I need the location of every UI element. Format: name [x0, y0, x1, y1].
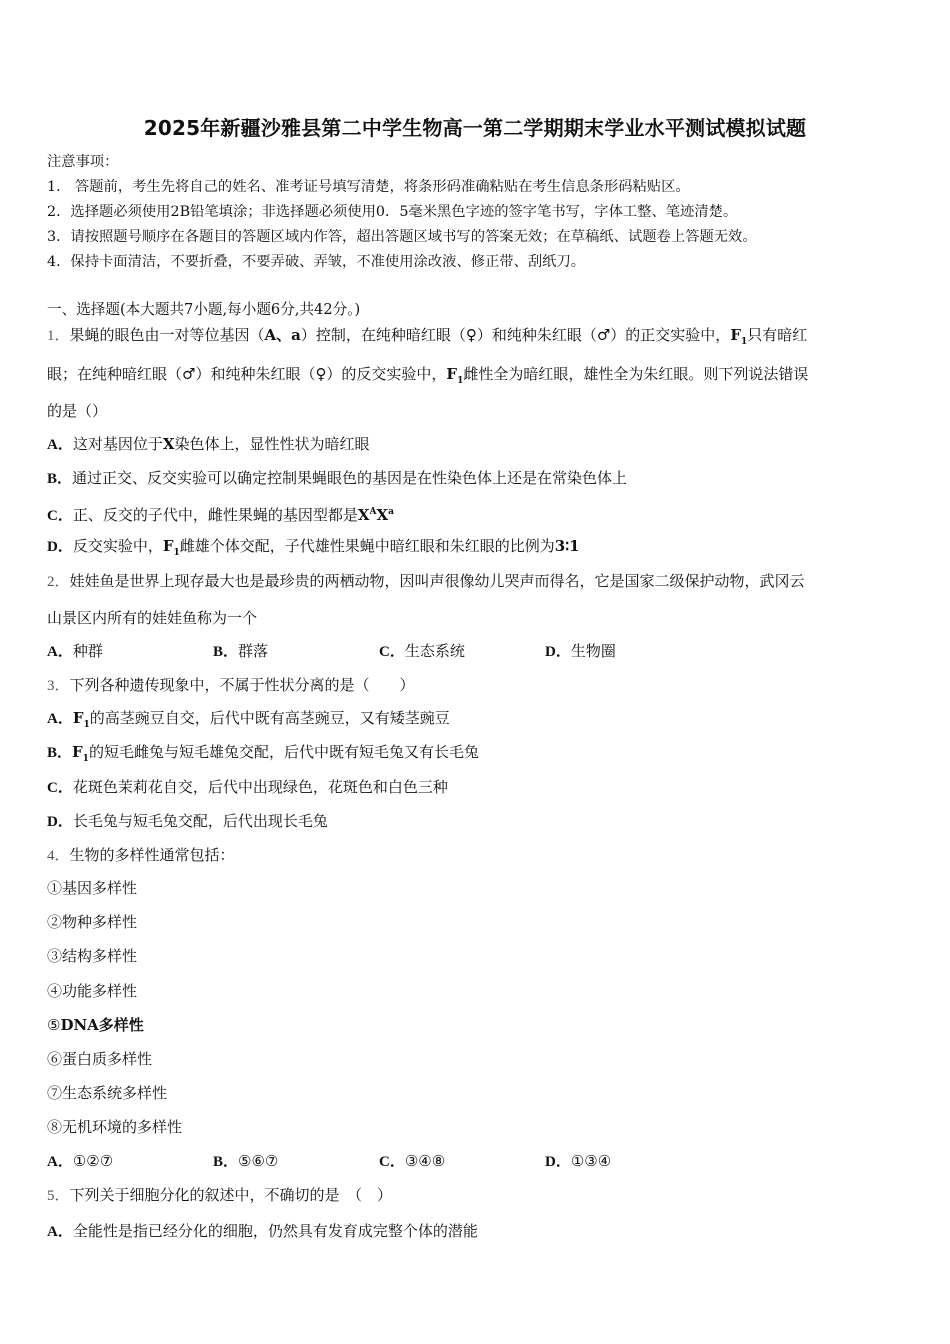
list-item [47, 1117, 907, 1137]
option-text: 雌雄个体交配，子代雄性果蝇中暗红眼和朱红眼的比例为 [179, 537, 555, 555]
option-label: D． [545, 1154, 571, 1170]
notice-item: 2．选择题必须使用2B铅笔填涂；非选择题必须使用0．5毫米黑色字迹的签字笔书写，字体工整、笔迹清楚。 [47, 204, 738, 220]
chromosome-symbol: X [162, 435, 175, 453]
option-label: A． [47, 1154, 73, 1170]
item-text: 生态系统多样性 [62, 1084, 168, 1102]
list-item [47, 1083, 907, 1103]
option-text: 的短毛雌兔与短毛雄兔交配，后代中既有短毛兔又有长毛兔 [88, 743, 479, 761]
option-text: ③④⑧ [404, 1152, 446, 1170]
option-text: 染色体上，显性性状为暗红眼 [174, 435, 370, 453]
option-text: ⑤⑥⑦ [238, 1152, 279, 1170]
f1-symbol: F [162, 537, 174, 555]
option-text: 生物圈 [570, 642, 616, 660]
question-number: 1． [47, 328, 70, 344]
question-text: 眼；在纯种暗红眼（♂）和纯种朱红眼（♀）的反交实验中， [47, 365, 447, 383]
question-4-options [47, 1151, 907, 1172]
item-marker: ⑤ [47, 1016, 61, 1034]
option-label: C． [379, 644, 405, 660]
genotype-allele: A [369, 507, 377, 517]
option-label: A． [47, 437, 73, 453]
f1-subscript: 1 [457, 376, 464, 386]
question-3-option-a [47, 708, 907, 735]
question-3-option-c [47, 777, 907, 798]
question-5-stem [47, 1185, 907, 1206]
question-3-option-b [47, 742, 907, 769]
option-text: 群落 [238, 642, 269, 660]
option-text: 长毛兔与短毛兔交配，后代出现长毛兔 [72, 812, 328, 830]
item-text: 功能多样性 [62, 982, 138, 1000]
option-label: B． [213, 1154, 239, 1170]
option-text: ①③④ [570, 1152, 612, 1170]
option-label: D． [47, 539, 73, 555]
f1-subscript: 1 [173, 548, 180, 558]
question-2-options [47, 641, 907, 662]
option-label: A． [47, 1224, 73, 1240]
question-4-stem [47, 845, 907, 866]
list-item [47, 1049, 907, 1069]
section-heading: 一、选择题(本大题共7小题,每小题6分,共42分。) [47, 301, 361, 318]
item-text: DNA多样性 [60, 1016, 144, 1034]
option [47, 1151, 213, 1172]
question-text: 果蝇的眼色由一对等位基因（ [69, 326, 265, 344]
item-marker: ② [47, 913, 63, 931]
question-3-option-d [47, 811, 907, 832]
option-text: 种群 [72, 642, 103, 660]
list-item [47, 946, 907, 966]
item-text: 物种多样性 [62, 913, 138, 931]
question-text: 生物的多样性通常包括： [69, 846, 235, 864]
option-text: ①②⑦ [72, 1152, 114, 1170]
option-text: 反交实验中， [72, 537, 163, 555]
question-1-option-b [47, 468, 907, 489]
option-text: 全能性是指已经分化的细胞，仍然具有发育成完整个体的潜能 [72, 1222, 478, 1240]
question-1-line-3: 的是（） [47, 402, 108, 420]
option-text: 生态系统 [404, 642, 465, 660]
question-number: 2． [47, 574, 70, 590]
question-text: 下列关于细胞分化的叙述中，不确切的是 （ ） [69, 1186, 393, 1204]
question-5-option-a [47, 1221, 907, 1242]
question-text: 只有暗红 [747, 326, 808, 344]
question-number: 5． [47, 1188, 70, 1204]
option-label: D． [545, 644, 571, 660]
item-text: 基因多样性 [62, 879, 138, 897]
question-text: 下列各种遗传现象中，不属于性状分离的是（ ） [69, 676, 415, 694]
option-text: 正、反交的子代中，雌性果蝇的基因型都是 [72, 506, 358, 524]
genotype-x: X [376, 506, 389, 524]
option-label: C． [47, 780, 73, 796]
option [47, 641, 213, 662]
f1-symbol: F [446, 365, 458, 383]
option-text: 通过正交、反交实验可以确定控制果蝇眼色的基因是在性染色体上还是在常染色体上 [72, 469, 628, 487]
option-label: B． [47, 745, 73, 761]
genotype-x: X [357, 506, 370, 524]
f1-symbol: F [72, 709, 84, 727]
notice-item: 3．请按照题号顺序在各题目的答题区域内作答，超出答题区域书写的答案无效；在草稿纸、试题卷上答题无效。 [47, 229, 757, 245]
item-marker: ① [47, 879, 63, 897]
item-marker: ④ [47, 982, 63, 1000]
option [545, 1151, 711, 1172]
f1-symbol: F [730, 326, 741, 344]
question-1-line-1 [47, 325, 907, 352]
f1-subscript: 1 [740, 337, 748, 347]
notice-heading: 注意事项： [47, 154, 119, 170]
option-text: 花斑色茉莉花自交，后代中出现绿色，花斑色和白色三种 [72, 778, 448, 796]
option [545, 641, 711, 662]
list-item [47, 878, 907, 898]
option-label: B． [47, 471, 73, 487]
item-text: 无机环境的多样性 [62, 1118, 183, 1136]
option-label: A． [47, 711, 73, 727]
item-text: 结构多样性 [62, 947, 138, 965]
option [213, 641, 379, 662]
item-marker: ⑦ [47, 1084, 63, 1102]
notice-item: 4．保持卡面清洁，不要折叠，不要弄破、弄皱，不准使用涂改液、修正带、刮纸刀。 [47, 254, 586, 270]
item-marker: ⑥ [47, 1050, 63, 1068]
question-text: 娃娃鱼是世界上现存最大也是最珍贵的两栖动物，因叫声很像幼儿哭声而得名，它是国家二级保护动物，武冈云 [69, 572, 805, 590]
option [379, 641, 545, 662]
f1-symbol: F [72, 743, 83, 761]
question-text: 雌性全为暗红眼，雄性全为朱红眼。则下列说法错误 [463, 365, 809, 383]
option [379, 1151, 545, 1172]
item-marker: ③ [47, 947, 63, 965]
question-1-option-d [47, 536, 907, 563]
list-item [47, 1015, 907, 1035]
question-2-line-2: 山景区内所有的娃娃鱼称为一个 [47, 609, 258, 627]
f1-subscript: 1 [82, 754, 89, 764]
ratio: 3∶1 [554, 537, 580, 555]
option-label: A． [47, 644, 73, 660]
list-item [47, 912, 907, 932]
option-text: 的高茎豌豆自交，后代中既有高茎豌豆，又有矮茎豌豆 [89, 709, 450, 727]
gene-symbol: A、a [264, 326, 301, 344]
option-label: B． [213, 644, 239, 660]
item-marker: ⑧ [47, 1118, 63, 1136]
genotype-allele: a [388, 507, 394, 517]
question-1-line-2 [47, 364, 907, 391]
option-label: C． [47, 508, 73, 524]
f1-subscript: 1 [83, 720, 90, 730]
notice-item: 1． 答题前，考生先将自己的姓名、准考证号填写清楚，将条形码准确粘贴在考生信息条形码粘贴区。 [47, 179, 690, 195]
page-title: 2025年新疆沙雅县第二中学生物高一第二学期期末学业水平测试模拟试题 [143, 116, 807, 140]
item-text: 蛋白质多样性 [62, 1050, 153, 1068]
question-number: 4． [47, 848, 70, 864]
option-label: D． [47, 814, 73, 830]
list-item [47, 981, 907, 1001]
question-text: ）控制，在纯种暗红眼（♀）和纯种朱红眼（♂）的正交实验中， [300, 326, 731, 344]
option-text: 这对基因位于 [72, 435, 163, 453]
question-3-stem [47, 675, 907, 696]
question-1-option-c [47, 502, 907, 526]
option [213, 1151, 379, 1172]
question-number: 3． [47, 678, 70, 694]
option-label: C． [379, 1154, 405, 1170]
question-1-option-a [47, 434, 907, 455]
question-2-line-1 [47, 571, 907, 592]
